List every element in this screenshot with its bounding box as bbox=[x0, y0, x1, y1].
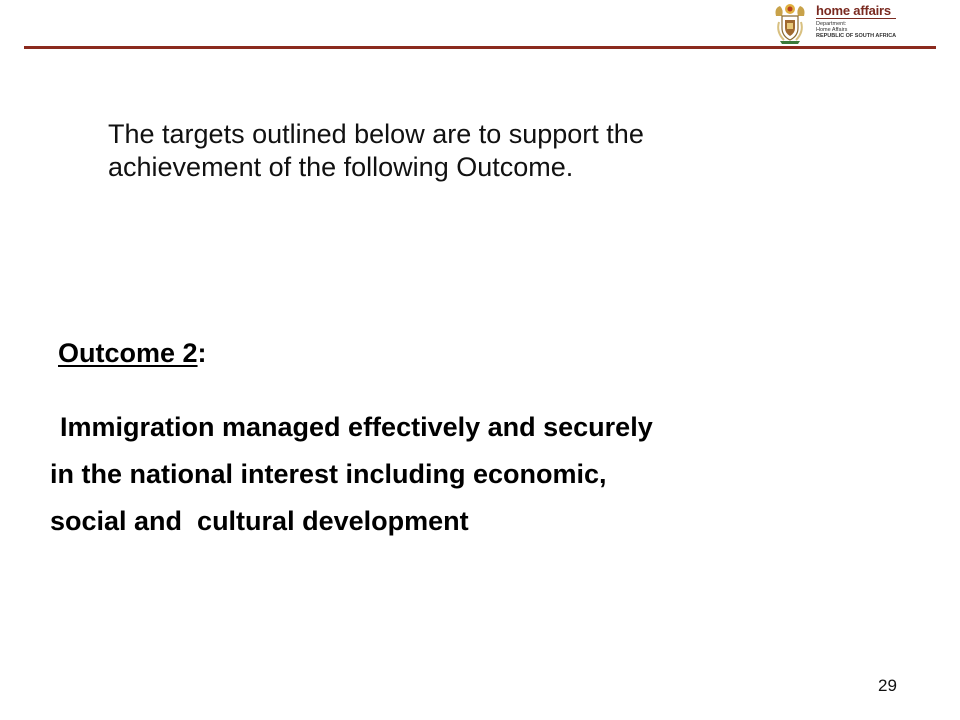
outcome-statement-line-2: in the national interest including economic, bbox=[50, 459, 607, 489]
coat-of-arms-icon bbox=[772, 2, 808, 44]
intro-line-1: The targets outlined below are to support the bbox=[108, 119, 644, 149]
logo-country-name: REPUBLIC OF SOUTH AFRICA bbox=[816, 33, 897, 39]
outcome-heading bbox=[58, 336, 207, 370]
outcome-statement bbox=[50, 404, 930, 545]
intro-line-2: achievement of the following Outcome. bbox=[108, 152, 574, 182]
outcome-heading-colon: : bbox=[197, 338, 207, 368]
intro-paragraph bbox=[108, 118, 908, 184]
outcome-statement-line-3: social and cultural development bbox=[50, 506, 469, 536]
slide-number: 29 bbox=[878, 676, 897, 695]
header-rule bbox=[24, 46, 936, 49]
outcome-heading-title: Outcome 2 bbox=[58, 338, 198, 368]
logo-divider bbox=[816, 18, 896, 19]
logo-department-label: Department: bbox=[816, 21, 847, 27]
home-affairs-logo bbox=[770, 2, 920, 44]
logo-department-name: Home Affairs bbox=[816, 27, 848, 33]
outcome-statement-line-1: Immigration managed effectively and securely bbox=[60, 412, 653, 442]
logo-brand-text: home affairs bbox=[816, 3, 891, 18]
